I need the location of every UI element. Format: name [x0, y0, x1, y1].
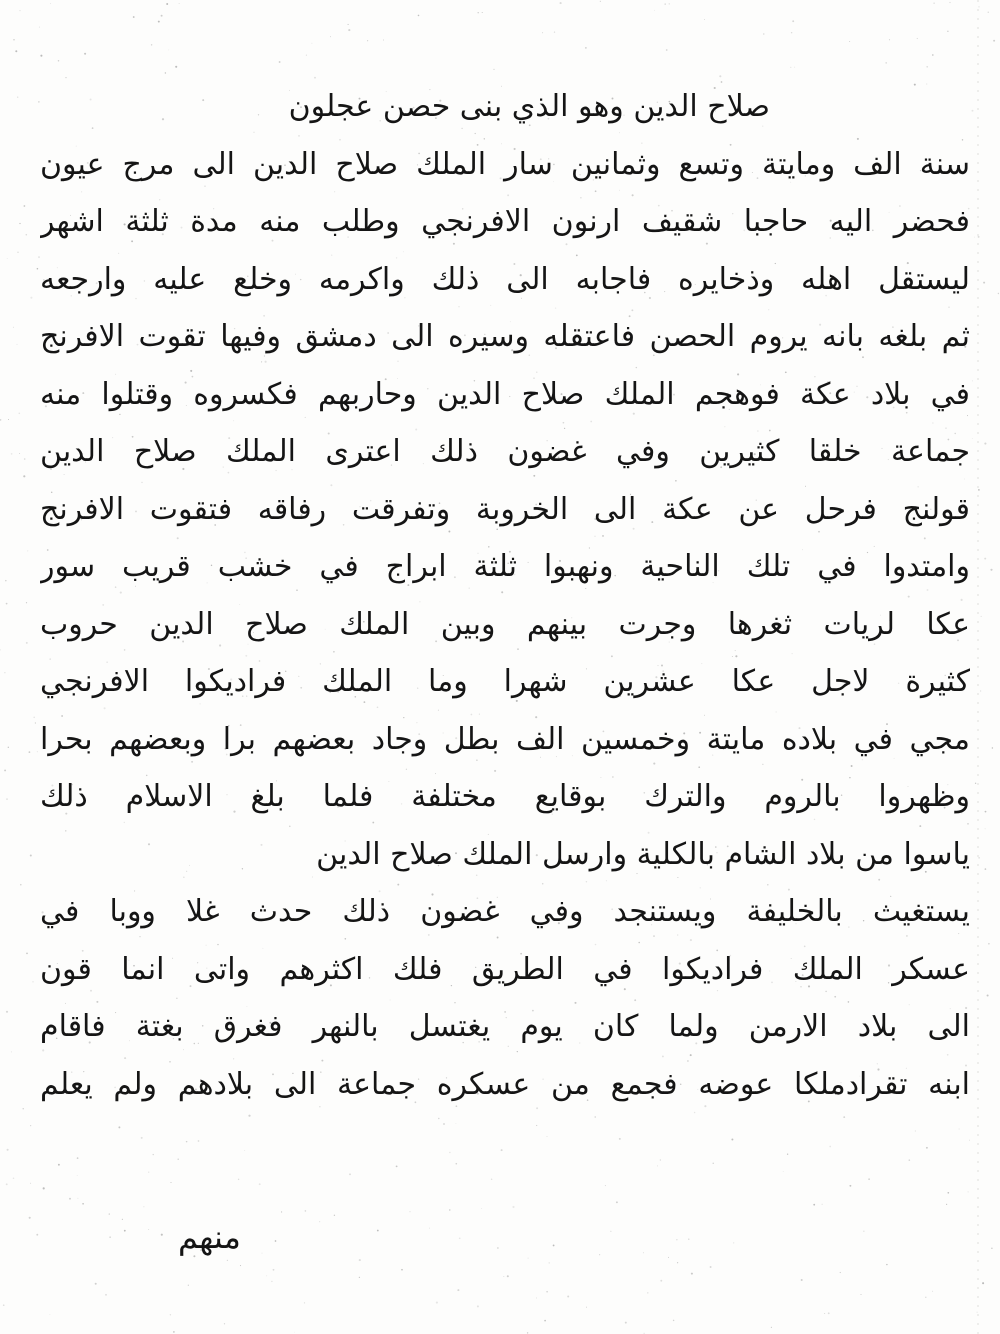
text-line-15: عسكر الملك فراديكوا في الطريق فلك اكثرهم واتى انما قون: [40, 951, 970, 987]
text-line-1: سنة الف ومايتة وتسع وثمانين سار الملك صلاح الدين الى مرج عيون: [40, 146, 970, 182]
text-line-14: يستغيث بالخليفة ويستنجد وفي غضون ذلك حدث غلا ووبا في: [40, 894, 970, 929]
text-line-2: فحضر اليه حاجبا شقيف ارنون الافرنجي وطلب منه مدة ثلثة اشهر: [40, 204, 970, 239]
catchword: منهم: [178, 1218, 241, 1256]
text-line-12: وظهروا بالروم والترك بوقايع مختلفة فلما بلغ الاسلام ذلك: [40, 779, 970, 814]
text-line-5: في بلاد عكة فوهجم الملك صلاح الدين وحاربهم فكسروه وقتلوا منه: [40, 376, 970, 412]
text-line-17: ابنه تقرادملكا عوضه فجمع من عسكره جماعة الى بلادهم ولم يعلم: [40, 1066, 970, 1102]
text-line-3: ليستقل اهله وذخايره فاجابه الى ذلك واكرمه وخلع عليه وارجعه: [40, 261, 970, 297]
text-line-6: جماعة خلقا كثيرين وفي غضون ذلك اعترى الملك صلاح الدين: [40, 434, 970, 469]
heading-line: صلاح الدين وهو الذي بنى حصن عجلون: [288, 89, 770, 124]
manuscript-text-block: [40, 78, 970, 1113]
text-line-10: كثيرة لاجل عكا عشرين شهرا وما الملك فراديكوا الافرنجي: [40, 664, 970, 699]
text-line-8: وامتدوا في تلك الناحية ونهبوا ثلثة ابراج في خشب قريب سور: [40, 549, 970, 584]
text-line-11: مجي في بلاده مايتة وخمسين الف بطل وجاد بعضهم برا وبعضهم بحرا: [40, 721, 970, 757]
text-line-4: ثم بلغه بانه يروم الحصن فاعتقله وسيره الى دمشق وفيها تقوت الافرنج: [40, 319, 970, 354]
text-line-13: ياسوا من بلاد الشام بالكلية وارسل الملك صلاح الدين: [316, 836, 970, 872]
text-line-16: الى بلاد الارمن ولما كان يوم يغتسل بالنهر فغرق بغتة فاقام: [40, 1009, 970, 1044]
text-line-9: عكا لريات ثغرها وجرت بينهم وبين الملك صلاح الدين حروب: [40, 606, 970, 642]
text-line-7: قولنج فرحل عن عكة الى الخروبة وتفرقت رفاقه فتقوت الافرنج: [40, 491, 970, 527]
